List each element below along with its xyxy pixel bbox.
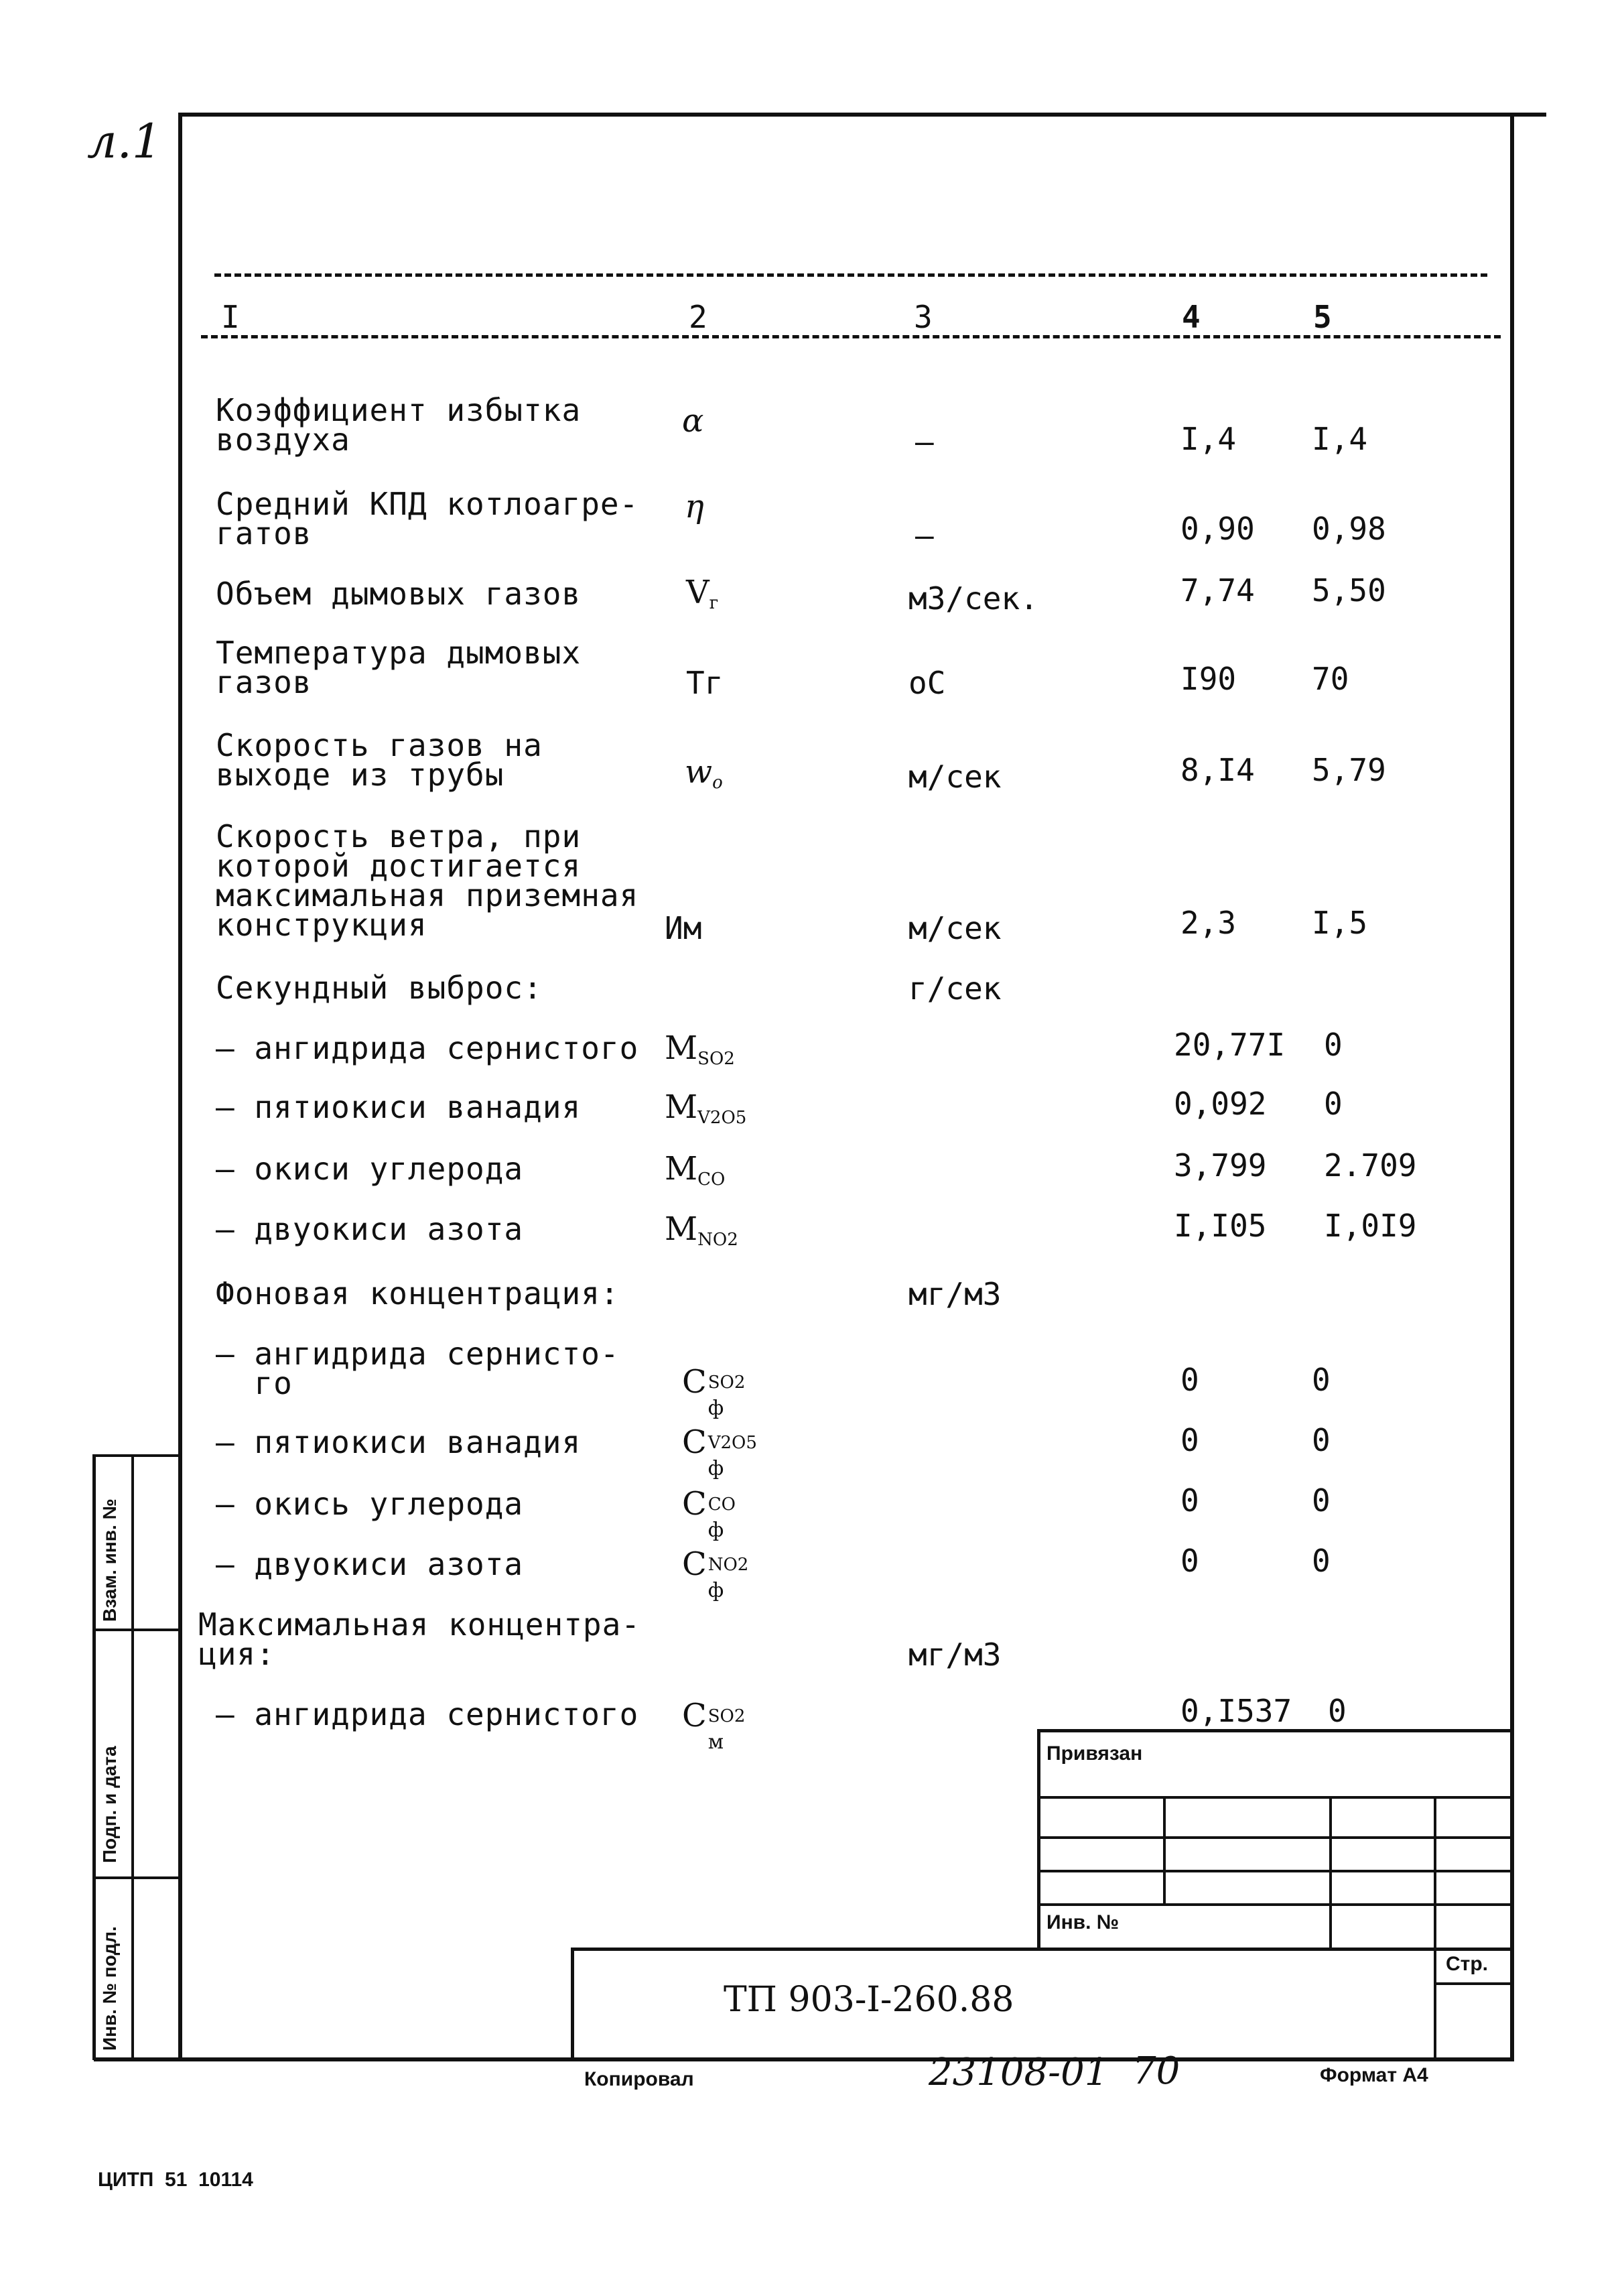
symbol-cf-co: C CO ф <box>682 1485 736 1542</box>
stamp-page-label: Стр. <box>1446 1953 1489 1975</box>
stamp-vline-1 <box>1163 1796 1166 1903</box>
footer-format-label: Формат А4 <box>1320 2064 1428 2086</box>
unit-second-emission: г/сек <box>908 970 1002 1007</box>
symbol-flue-gas-temperature: Тг <box>686 665 724 701</box>
frame-left-border <box>178 113 182 2060</box>
value-col4-wind-speed: 2,3 <box>1180 905 1237 941</box>
param-emission-so2: – ангидрида сернистого <box>216 1030 639 1066</box>
param-background-v2o5: – пятиокиси ванадия <box>216 1424 582 1460</box>
value-col4-boiler-efficiency: 0,90 <box>1180 511 1255 547</box>
param-emission-v2o5: – пятиокиси ванадия <box>216 1089 582 1125</box>
symbol-gas-exit-velocity: $w_о$ <box>685 753 723 793</box>
value-col4-background-v2o5: 0 <box>1180 1422 1199 1458</box>
value-col5-flue-gas-temperature: 70 <box>1312 661 1349 697</box>
value-col5-max-so2: 0 <box>1328 1693 1347 1729</box>
param-flue-gas-volume: Объем дымовых газов <box>216 576 582 612</box>
param-wind-speed: Скорость ветра, при которой достигается максимальная приземная конструкция <box>216 818 639 943</box>
param-background-no2: – двуокиси азота <box>216 1546 524 1582</box>
side-column-left-line <box>92 1454 96 2060</box>
column-header-3: 3 <box>914 299 933 335</box>
stamp-designation: ТП 903-I-260.88 <box>724 1980 1014 2020</box>
footer-printer-code: ЦИТП 51 10114 <box>98 2169 253 2191</box>
symbol-m-v2o5: $M_{V2O5}$ <box>665 1088 747 1128</box>
param-background-co: – окись углерода <box>216 1486 524 1522</box>
symbol-alpha: α <box>682 402 704 440</box>
stamp-inv-label: Инв. № <box>1046 1911 1120 1933</box>
side-label-orig-inv: Инв. № подл. <box>99 1926 120 2051</box>
unit-wind-speed: м/сек <box>908 910 1002 946</box>
footer-copied-label: Копировал <box>584 2068 694 2090</box>
value-col5-background-so2: 0 <box>1312 1362 1331 1398</box>
value-col4-excess-air: I,4 <box>1180 421 1237 457</box>
symbol-cm-so2: C SO2 м <box>682 1697 746 1754</box>
unit-flue-gas-temperature: оС <box>908 665 946 701</box>
value-col4-max-so2: 0,I537 <box>1180 1693 1292 1729</box>
symbol-cf-no2: C NO2 ф <box>682 1545 749 1602</box>
side-column-divider <box>131 1454 134 2060</box>
value-col4-emission-co: 3,799 <box>1174 1147 1267 1184</box>
column-header-2: 2 <box>689 299 707 335</box>
stamp-vline-3 <box>1434 1796 1436 2057</box>
value-col5-boiler-efficiency: 0,98 <box>1312 511 1386 547</box>
param-excess-air-coefficient: Коэффициент избытка воздуха <box>216 392 582 458</box>
stamp-line-1 <box>1038 1796 1514 1799</box>
value-col5-emission-v2o5: 0 <box>1324 1086 1343 1122</box>
param-emission-no2: – двуокиси азота <box>216 1211 524 1247</box>
value-col5-wind-speed: I,5 <box>1312 905 1368 941</box>
stamp-vline-2 <box>1329 1796 1332 1950</box>
unit-boiler-efficiency: – <box>915 517 934 554</box>
value-col5-emission-no2: I,0I9 <box>1324 1208 1417 1244</box>
stamp-line-4 <box>1038 1903 1514 1906</box>
column-header-5: 5 <box>1313 299 1332 335</box>
column-header-1: I <box>221 299 240 335</box>
param-max-concentration-heading: Максимальная концентра- ция: <box>198 1606 640 1672</box>
symbol-m-no2: $M_{NO2}$ <box>665 1210 738 1250</box>
header-dash-bottom <box>201 335 1501 338</box>
symbol-eta: η <box>685 488 704 525</box>
value-col4-flue-gas-temperature: I90 <box>1180 661 1237 697</box>
symbol-cf-so2: C SO2 ф <box>682 1363 746 1420</box>
param-background-so2: – ангидрида сернисто- го <box>216 1336 620 1401</box>
unit-flue-gas-volume: м3/сек. <box>908 580 1038 617</box>
value-col4-background-no2: 0 <box>1180 1543 1199 1579</box>
footer-order-number: 23108-01 <box>929 2051 1109 2094</box>
value-col4-emission-v2o5: 0,092 <box>1174 1086 1267 1122</box>
main-stamp-top-line <box>572 1948 1514 1951</box>
side-column-sep-2 <box>92 1876 181 1879</box>
header-dash-top <box>214 273 1487 277</box>
side-label-sign-date: Подп. и дата <box>99 1746 120 1863</box>
value-col5-emission-so2: 0 <box>1324 1027 1343 1063</box>
unit-max-concentration: мг/м3 <box>908 1637 1002 1673</box>
stamp-line-2 <box>1038 1836 1514 1839</box>
value-col4-gas-exit-velocity: 8,I4 <box>1180 752 1255 788</box>
value-col5-background-no2: 0 <box>1312 1543 1331 1579</box>
param-gas-exit-velocity: Скорость газов на выходе из трубы <box>216 727 543 793</box>
side-label-replaced-inv: Взам. инв. № <box>99 1498 120 1622</box>
param-second-emission-heading: Секундный выброс: <box>216 970 543 1006</box>
footer-sheet-number: 70 <box>1132 2049 1180 2093</box>
value-col4-emission-so2: 20,77I <box>1174 1027 1286 1063</box>
value-col4-background-so2: 0 <box>1180 1362 1199 1398</box>
stamp-left-line <box>1037 1729 1040 1950</box>
value-col4-background-co: 0 <box>1180 1482 1199 1519</box>
symbol-wind-speed: Им <box>665 910 702 946</box>
frame-bottom-border <box>94 2057 1514 2061</box>
value-col5-background-v2o5: 0 <box>1312 1422 1331 1458</box>
symbol-cf-v2o5: C V2O5 ф <box>682 1423 757 1480</box>
side-column-sep-1 <box>92 1629 181 1631</box>
value-col5-flue-gas-volume: 5,50 <box>1312 572 1386 609</box>
value-col5-gas-exit-velocity: 5,79 <box>1312 752 1386 788</box>
value-col4-flue-gas-volume: 7,74 <box>1180 572 1255 609</box>
unit-excess-air: – <box>915 424 934 460</box>
param-background-concentration-heading: Фоновая концентрация: <box>216 1275 620 1312</box>
value-col5-background-co: 0 <box>1312 1482 1331 1519</box>
symbol-flue-gas-volume: $V_г$ <box>686 574 719 613</box>
stamp-line-3 <box>1038 1870 1514 1872</box>
param-flue-gas-temperature: Температура дымовых газов <box>216 635 582 700</box>
unit-gas-exit-velocity: м/сек <box>908 759 1002 795</box>
page-cell-line <box>1434 1982 1514 1985</box>
main-stamp-left-line <box>571 1948 574 2060</box>
stamp-bound-label: Привязан <box>1046 1742 1143 1765</box>
value-col5-emission-co: 2.709 <box>1324 1147 1417 1184</box>
param-max-so2: – ангидрида сернистого <box>216 1696 639 1732</box>
value-col5-excess-air: I,4 <box>1312 421 1368 457</box>
frame-top-border <box>180 113 1546 117</box>
column-header-4: 4 <box>1182 299 1201 335</box>
param-emission-co: – окиси углерода <box>216 1151 524 1187</box>
stamp-top-line <box>1038 1729 1514 1732</box>
symbol-m-so2: $M_{SO2}$ <box>665 1029 735 1069</box>
side-column-top <box>92 1454 181 1457</box>
param-boiler-efficiency: Средний КПД котлоагре- гатов <box>216 486 639 552</box>
symbol-m-co: $M_{CO}$ <box>665 1150 726 1190</box>
value-col4-emission-no2: I,I05 <box>1174 1208 1267 1244</box>
sheet-note: л.1 <box>87 114 162 169</box>
frame-right-border <box>1510 113 1514 2060</box>
unit-background-concentration: мг/м3 <box>908 1276 1002 1312</box>
